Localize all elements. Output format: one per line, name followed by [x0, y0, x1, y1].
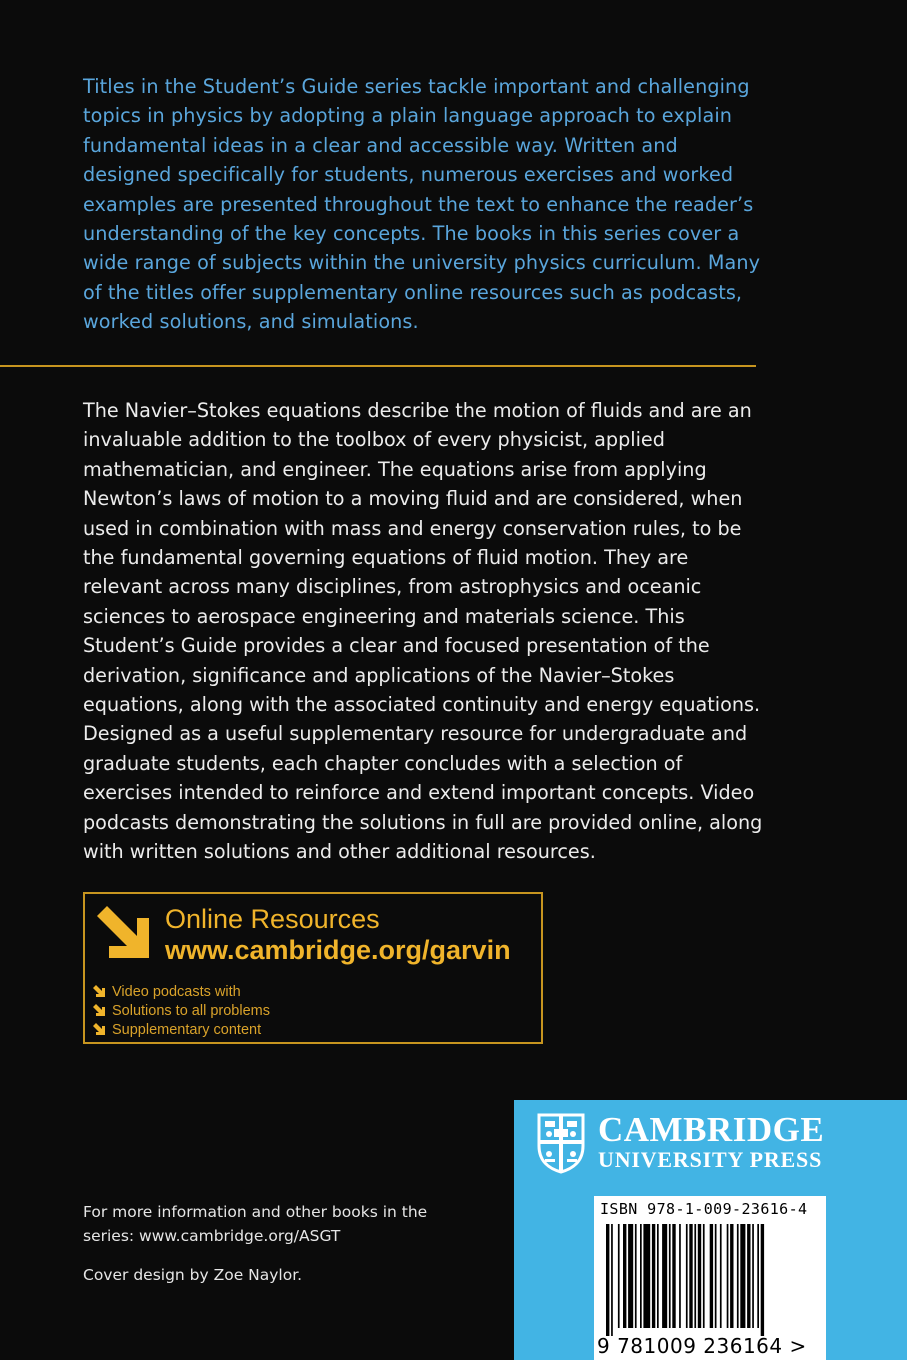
barcode-bar	[606, 1224, 609, 1336]
arrow-down-right-icon	[93, 1004, 106, 1017]
barcode-bar	[703, 1224, 705, 1328]
publisher-name: CAMBRIDGE	[598, 1110, 825, 1149]
barcode-bar	[710, 1224, 713, 1328]
cover-credit: Cover design by Zoe Naylor.	[83, 1266, 303, 1284]
barcode-bar	[752, 1224, 754, 1328]
barcode-bar	[618, 1224, 620, 1328]
list-item	[93, 1020, 270, 1039]
barcode-bar	[657, 1224, 659, 1328]
barcode-bar	[640, 1224, 642, 1328]
barcode-bar	[611, 1224, 613, 1336]
barcode-bar	[652, 1224, 655, 1328]
online-resources-url[interactable]: www.cambridge.org/garvin	[165, 935, 511, 965]
barcode	[594, 1196, 826, 1360]
barcode-bar	[628, 1224, 633, 1328]
barcode-bar	[737, 1224, 739, 1328]
barcode-bars	[606, 1224, 814, 1336]
barcode-bar	[747, 1224, 750, 1328]
barcode-bar	[698, 1224, 701, 1328]
barcode-bar	[635, 1224, 637, 1328]
isbn-label: ISBN 978-1-009-23616-4	[600, 1200, 808, 1218]
list-item	[93, 982, 270, 1001]
barcode-bar	[730, 1224, 733, 1328]
list-item-label: Video podcasts with	[112, 983, 241, 1000]
book-description: The Navier–Stokes equations describe the motion of fluids and are an invaluable addition to the toolbox of every physicist, applied mathematician, and engineer. The equations arise from applying Newton’s laws of motion to a moving fluid and are considered, when used in combination with mass and energy conservation rules, to be the fundamental governing equations of fluid motion. They are relevant across many disciplines, from astrophysics and oceanic sciences to aerospace engineering and materials science. This Student’s Guide provides a clear and focused presentation of the derivation, significance and applications of the Navier–Stokes equations, along with the associated continuity and energy equations. Designed as a useful supplementary resource for undergraduate and graduate students, each chapter concludes with a selection of exercises intended to reinforce and extend important concepts. Video podcasts demonstrating the solutions in full are provided online, along with written solutions and other additional resources.	[83, 399, 763, 864]
gold-divider	[0, 365, 756, 367]
barcode-bar	[689, 1224, 692, 1328]
cambridge-crest-icon	[536, 1112, 586, 1174]
barcode-digits: 9 781009 236164 >	[597, 1334, 807, 1358]
barcode-bar	[740, 1224, 745, 1328]
arrow-down-right-icon	[93, 1023, 106, 1036]
barcode-bar	[669, 1224, 671, 1328]
barcode-bar	[720, 1224, 722, 1328]
barcode-bar	[679, 1224, 681, 1328]
online-resources-box	[83, 892, 543, 1044]
publisher-panel	[514, 1100, 907, 1360]
barcode-bar	[623, 1224, 626, 1328]
barcode-bar	[662, 1224, 667, 1328]
online-resources-list	[93, 982, 270, 1039]
barcode-bar	[761, 1224, 764, 1336]
list-item	[93, 1001, 270, 1020]
barcode-bar	[727, 1224, 729, 1328]
barcode-bar	[715, 1224, 717, 1328]
barcode-bar	[694, 1224, 696, 1328]
barcode-bar	[757, 1224, 759, 1328]
list-item-label: Supplementary content	[112, 1021, 262, 1038]
barcode-bar	[686, 1224, 688, 1328]
arrow-down-right-icon	[95, 904, 153, 962]
barcode-bar	[643, 1224, 650, 1328]
publisher-subname: UNIVERSITY PRESS	[598, 1147, 823, 1172]
list-item-label: Solutions to all problems	[112, 1002, 270, 1019]
barcode-bar	[672, 1224, 675, 1328]
more-info-text: For more information and other books in the series: www.cambridge.org/ASGT	[83, 1203, 428, 1245]
arrow-down-right-icon	[93, 985, 106, 998]
online-resources-title: Online Resources	[165, 904, 380, 934]
series-blurb: Titles in the Student’s Guide series tackle important and challenging topics in physics by adopting a plain language approach to explain fundamental ideas in a clear and accessible way. Written and designed specifically for students, numerous exercises and worked examples are presented throughout the text to enhance the reader’s understanding of the key concepts. The books in this series cover a wide range of subjects within the university physics curriculum. Many of the titles offer supplementary online resources such as podcasts, worked solutions, and simulations.	[83, 75, 761, 334]
